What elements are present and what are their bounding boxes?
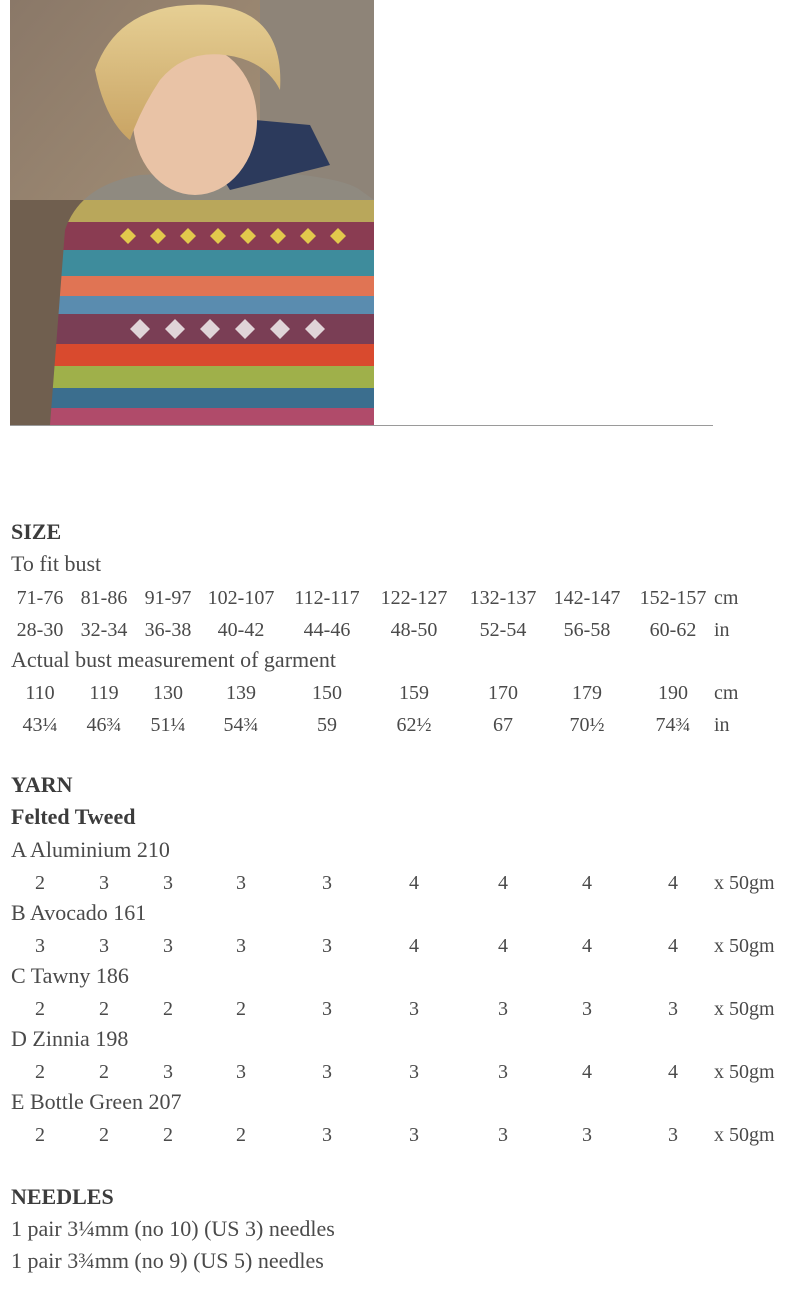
yarn-qty-cell: 3: [668, 998, 678, 1020]
yarn-qty-cell: 4: [498, 872, 508, 894]
yarn-qty-cell: 3: [498, 998, 508, 1020]
needles-line: 1 pair 3¾mm (no 9) (US 5) needles: [11, 1248, 324, 1273]
actual-bust-in-cell: 59: [317, 714, 337, 736]
yarn-colour-label: C Tawny 186: [11, 963, 129, 988]
fit-bust-cm-cell: 122-127: [380, 587, 448, 609]
yarn-qty-cell: 3: [582, 1124, 592, 1146]
yarn-qty-cell: 4: [582, 872, 592, 894]
unit-label: in: [714, 619, 730, 641]
fit-bust-in-cell: 28-30: [16, 619, 64, 641]
unit-label: x 50gm: [714, 998, 775, 1020]
actual-bust-in-cell: 43¼: [22, 714, 58, 736]
yarn-qty-cell: 2: [35, 872, 45, 894]
fit-bust-in-cell: 36-38: [144, 619, 192, 641]
actual-bust-label: Actual bust measurement of garment: [11, 647, 337, 672]
yarn-qty-cell: 3: [582, 998, 592, 1020]
yarn-qty-cell: 4: [668, 872, 678, 894]
yarn-qty-cell: 3: [322, 872, 332, 894]
actual-bust-in-cell: 46¾: [86, 714, 122, 736]
yarn-heading: YARN: [11, 772, 73, 797]
yarn-qty-cell: 4: [582, 935, 592, 957]
size-heading: SIZE: [11, 519, 62, 544]
yarn-qty-cell: 3: [322, 998, 332, 1020]
fit-bust-in-cell: 32-34: [80, 619, 128, 641]
yarn-qty-cell: 3: [322, 1061, 332, 1083]
needles-line: 1 pair 3¼mm (no 10) (US 3) needles: [11, 1216, 335, 1241]
yarn-colour-label: E Bottle Green 207: [11, 1089, 182, 1114]
unit-label: x 50gm: [714, 1124, 775, 1146]
yarn-colour-label: A Aluminium 210: [11, 837, 170, 862]
actual-bust-cm-cell: 179: [572, 682, 602, 704]
actual-bust-in-cell: 74¾: [655, 714, 691, 736]
fit-bust-cm-cell: 81-86: [80, 587, 128, 609]
yarn-qty-cell: 4: [498, 935, 508, 957]
yarn-qty-cell: 3: [163, 1061, 173, 1083]
yarn-qty-cell: 3: [668, 1124, 678, 1146]
yarn-qty-cell: 4: [582, 1061, 592, 1083]
yarn-qty-cell: 3: [322, 1124, 332, 1146]
unit-label: x 50gm: [714, 872, 775, 894]
actual-bust-cm-cell: 170: [488, 682, 518, 704]
actual-bust-in-cell: 67: [493, 714, 513, 736]
yarn-qty-cell: 2: [35, 998, 45, 1020]
yarn-qty-cell: 4: [668, 1061, 678, 1083]
yarn-qty-cell: 2: [99, 1061, 109, 1083]
fit-bust-cm-cell: 112-117: [294, 587, 360, 609]
fit-bust-in-cell: 60-62: [649, 619, 697, 641]
yarn-qty-cell: 3: [409, 998, 419, 1020]
unit-label: cm: [714, 682, 739, 704]
unit-label: in: [714, 714, 730, 736]
actual-bust-cm-cell: 190: [658, 682, 688, 704]
yarn-qty-cell: 3: [498, 1061, 508, 1083]
unit-label: x 50gm: [714, 1061, 775, 1083]
yarn-qty-cell: 3: [35, 935, 45, 957]
needles-heading: NEEDLES: [11, 1184, 114, 1209]
yarn-qty-cell: 3: [236, 872, 246, 894]
yarn-qty-cell: 3: [163, 872, 173, 894]
yarn-qty-cell: 2: [163, 998, 173, 1020]
yarn-qty-cell: 2: [163, 1124, 173, 1146]
fit-bust-cm-cell: 132-137: [469, 587, 537, 609]
yarn-colour-label: D Zinnia 198: [11, 1026, 129, 1051]
actual-bust-cm-cell: 119: [89, 682, 119, 704]
actual-bust-in-cell: 54¾: [223, 714, 259, 736]
actual-bust-cm-cell: 150: [312, 682, 342, 704]
yarn-qty-cell: 2: [99, 998, 109, 1020]
yarn-qty-cell: 3: [99, 872, 109, 894]
actual-bust-cm-cell: 110: [25, 682, 55, 704]
yarn-qty-cell: 3: [409, 1124, 419, 1146]
yarn-qty-cell: 3: [409, 1061, 419, 1083]
fit-bust-cm-cell: 91-97: [144, 587, 192, 609]
yarn-qty-cell: 2: [35, 1061, 45, 1083]
yarn-qty-cell: 2: [35, 1124, 45, 1146]
actual-bust-in-cell: 62½: [396, 714, 432, 736]
yarn-qty-cell: 2: [99, 1124, 109, 1146]
actual-bust-in-cell: 70½: [569, 714, 605, 736]
fit-bust-cm-cell: 102-107: [207, 587, 275, 609]
actual-bust-cm-cell: 159: [399, 682, 429, 704]
fit-bust-cm-cell: 152-157: [639, 587, 707, 609]
fit-bust-label: To fit bust: [11, 551, 102, 576]
fit-bust-in-cell: 44-46: [303, 619, 351, 641]
fit-bust-in-cell: 48-50: [390, 619, 438, 641]
garment-photo: [10, 0, 374, 425]
fit-bust-in-cell: 56-58: [563, 619, 611, 641]
unit-label: cm: [714, 587, 739, 609]
actual-bust-cm-cell: 139: [226, 682, 256, 704]
yarn-qty-cell: 4: [668, 935, 678, 957]
yarn-qty-cell: 2: [236, 1124, 246, 1146]
yarn-qty-cell: 3: [99, 935, 109, 957]
yarn-type: Felted Tweed: [11, 804, 136, 829]
fit-bust-cm-cell: 71-76: [16, 587, 64, 609]
divider-line: [10, 425, 713, 426]
yarn-colour-label: B Avocado 161: [11, 900, 147, 925]
yarn-qty-cell: 4: [409, 872, 419, 894]
actual-bust-in-cell: 51¼: [150, 714, 186, 736]
yarn-qty-cell: 2: [236, 998, 246, 1020]
unit-label: x 50gm: [714, 935, 775, 957]
yarn-qty-cell: 4: [409, 935, 419, 957]
yarn-qty-cell: 3: [236, 1061, 246, 1083]
fit-bust-in-cell: 52-54: [479, 619, 527, 641]
yarn-qty-cell: 3: [322, 935, 332, 957]
yarn-qty-cell: 3: [236, 935, 246, 957]
fit-bust-cm-cell: 142-147: [553, 587, 621, 609]
actual-bust-cm-cell: 130: [153, 682, 183, 704]
yarn-qty-cell: 3: [498, 1124, 508, 1146]
yarn-qty-cell: 3: [163, 935, 173, 957]
fit-bust-in-cell: 40-42: [217, 619, 265, 641]
